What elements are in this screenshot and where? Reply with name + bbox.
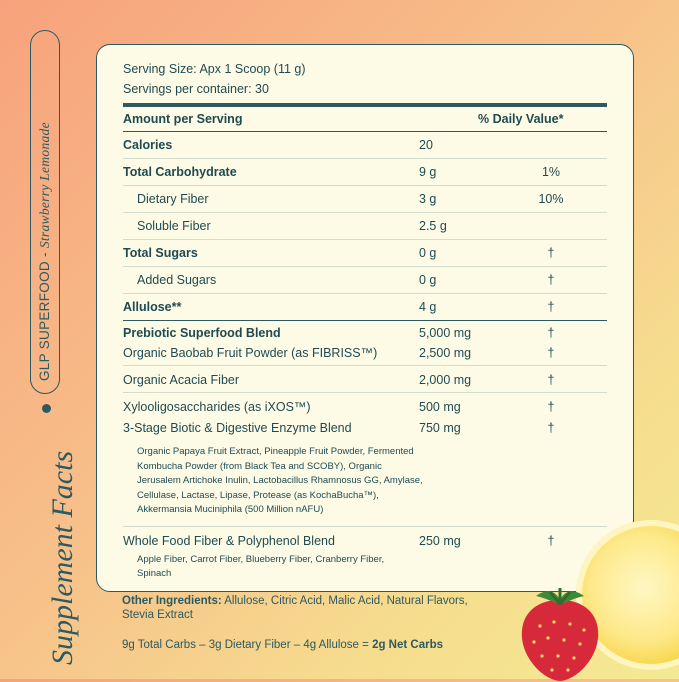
table-row: Soluble Fiber 2.5 g: [123, 212, 607, 239]
table-row: Organic Acacia Fiber 2,000 mg †: [123, 365, 607, 392]
table-row: Total Sugars 0 g †: [123, 239, 607, 266]
strawberry-image: [514, 586, 606, 682]
enzyme-blend-ingredients: Organic Papaya Fruit Extract, Pineapple Fruit Powder, Fermented Kombucha Powder (from Black Tea and SCOBY), Organic Jerusalem Artichoke Inulin, Lactobacillus Rhamnosus GG, Amylase, Cellulase, Lactase, Lipase, Protease (as KochaBucha™), Akkermansia Muciniphila (500 Million nAFU): [137, 446, 423, 515]
supplement-facts-panel: [96, 44, 634, 592]
amount-header: Amount per Serving: [123, 112, 243, 126]
pill-product-line: GLP SUPERFOOD -: [37, 248, 52, 381]
product-name-pill: [30, 30, 60, 394]
supplement-facts-title: Supplement Facts: [46, 450, 79, 665]
net-carbs-line: 9g Total Carbs – 3g Dietary Fiber – 4g Allulose = 2g Net Carbs: [122, 639, 443, 651]
table-header: [123, 107, 607, 131]
table-row: Total Carbohydrate 9 g 1%: [123, 158, 607, 185]
table-row: Whole Food Fiber & Polyphenol Blend 250 mg †: [123, 526, 607, 551]
side-title-area: [0, 0, 96, 679]
decorative-dot: [42, 404, 51, 413]
table-row: Added Sugars 0 g †: [123, 266, 607, 293]
table-row: Xylooligosaccharides (as iXOS™) 500 mg †: [123, 392, 607, 417]
dv-header: % Daily Value*: [478, 112, 564, 126]
table-row: Organic Baobab Fruit Powder (as FIBRISS™) 2,500 mg †: [123, 346, 555, 360]
servings-per-container: Servings per container: 30: [123, 82, 269, 96]
other-ingredients: Other Ingredients: Allulose, Citric Acid, Malic Acid, Natural Flavors, Stevia Extract: [122, 595, 468, 621]
serving-size: Serving Size: Apx 1 Scoop (11 g): [123, 62, 306, 76]
table-row: 3-Stage Biotic & Digestive Enzyme Blend 750 mg †: [123, 421, 555, 435]
pill-flavor: Strawberry Lemonade: [37, 122, 52, 249]
table-row: Calories 20: [123, 131, 607, 158]
fiber-blend-ingredients: Apple Fiber, Carrot Fiber, Blueberry Fiber, Cranberry Fiber, Spinach: [137, 553, 385, 579]
table-row: Prebiotic Superfood Blend 5,000 mg †: [123, 320, 607, 343]
table-row: Allulose** 4 g †: [123, 293, 607, 320]
table-row: Dietary Fiber 3 g 10%: [123, 185, 607, 212]
